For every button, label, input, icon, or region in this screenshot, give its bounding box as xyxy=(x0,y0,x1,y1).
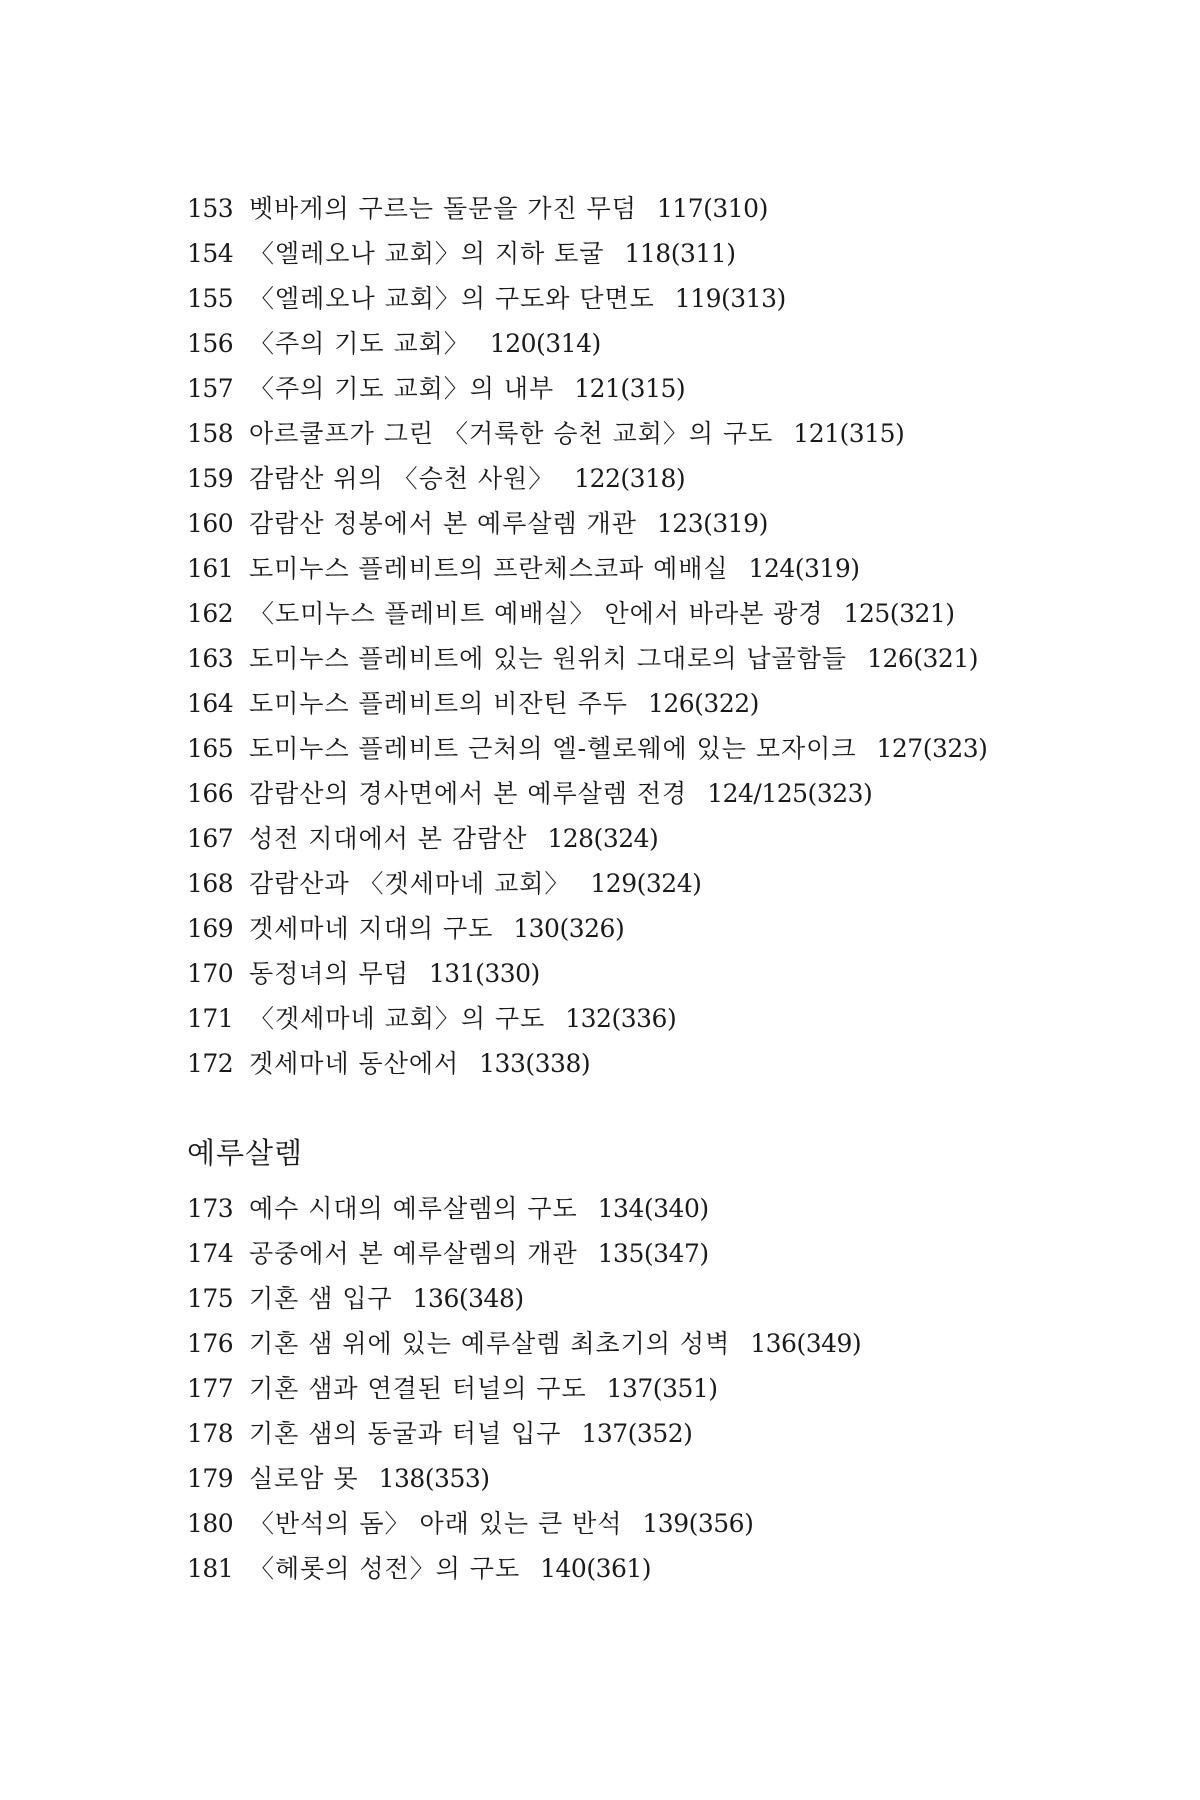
figure-entry xyxy=(187,951,1087,996)
figure-number: 177 xyxy=(187,1374,234,1403)
figure-number: 161 xyxy=(187,554,234,583)
figure-title: 겟세마네 동산에서 xyxy=(249,1049,460,1078)
figure-entry xyxy=(187,231,1087,276)
figure-entry xyxy=(187,771,1087,816)
figure-page-ref: 139(356) xyxy=(642,1509,754,1538)
figure-number: 158 xyxy=(187,419,234,448)
figure-page-ref: 124(319) xyxy=(748,554,860,583)
figure-number: 172 xyxy=(187,1049,234,1078)
figure-title: 기혼 샘 입구 xyxy=(249,1284,393,1313)
figure-entry xyxy=(187,411,1087,456)
figure-title: 벳바게의 구르는 돌문을 가진 무덤 xyxy=(249,194,637,223)
figure-entry xyxy=(187,1276,1087,1321)
figure-entry xyxy=(187,816,1087,861)
figure-title: 〈겟세마네 교회〉의 구도 xyxy=(249,1004,546,1033)
figure-entry xyxy=(187,861,1087,906)
figure-page-ref: 128(324) xyxy=(547,824,659,853)
figure-title: 공중에서 본 예루살렘의 개관 xyxy=(249,1239,578,1268)
figure-entry xyxy=(187,726,1087,771)
figure-page-ref: 125(321) xyxy=(843,599,955,628)
figure-title: 〈엘레오나 교회〉의 지하 토굴 xyxy=(249,239,605,268)
figure-page-ref: 123(319) xyxy=(656,509,768,538)
figure-number: 157 xyxy=(187,374,234,403)
figure-page-ref: 131(330) xyxy=(428,959,540,988)
figure-title: 〈도미누스 플레비트 예배실〉 안에서 바라본 광경 xyxy=(249,599,824,628)
figure-number: 168 xyxy=(187,869,234,898)
figure-number: 165 xyxy=(187,734,234,763)
figure-number: 167 xyxy=(187,824,234,853)
figure-number: 178 xyxy=(187,1419,234,1448)
figure-number: 159 xyxy=(187,464,234,493)
figure-page-ref: 137(351) xyxy=(606,1374,718,1403)
figure-title: 감람산의 경사면에서 본 예루살렘 전경 xyxy=(249,779,688,808)
figure-page-ref: 130(326) xyxy=(513,914,625,943)
figure-entry xyxy=(187,366,1087,411)
figure-title: 동정녀의 무덤 xyxy=(249,959,409,988)
figure-number: 166 xyxy=(187,779,234,808)
figure-entry xyxy=(187,1546,1087,1591)
figure-number: 162 xyxy=(187,599,234,628)
figure-page-ref: 117(310) xyxy=(656,194,768,223)
figure-entry xyxy=(187,591,1087,636)
figure-page-ref: 137(352) xyxy=(581,1419,693,1448)
figure-page-ref: 121(315) xyxy=(793,419,905,448)
figure-title: 도미누스 플레비트의 비잔틴 주두 xyxy=(249,689,628,718)
figure-number: 173 xyxy=(187,1194,234,1223)
figure-number: 154 xyxy=(187,239,234,268)
figure-title: 아르쿨프가 그린 〈거룩한 승천 교회〉의 구도 xyxy=(249,419,774,448)
figure-number: 176 xyxy=(187,1329,234,1358)
figure-entry xyxy=(187,1456,1087,1501)
section-heading-jerusalem: 예루살렘 xyxy=(187,1136,304,1170)
figure-title: 도미누스 플레비트 근처의 엘-헬로웨에 있는 모자이크 xyxy=(249,734,857,763)
figure-entry xyxy=(187,1501,1087,1546)
figure-entry xyxy=(187,546,1087,591)
figure-entry xyxy=(187,1366,1087,1411)
figure-page-ref: 138(353) xyxy=(378,1464,490,1493)
figure-entry xyxy=(187,501,1087,546)
figure-title: 예수 시대의 예루살렘의 구도 xyxy=(249,1194,578,1223)
figure-number: 175 xyxy=(187,1284,234,1313)
figure-entry xyxy=(187,1321,1087,1366)
figure-page-ref: 122(318) xyxy=(574,464,686,493)
figure-entry xyxy=(187,321,1087,366)
figure-number: 153 xyxy=(187,194,234,223)
figure-number: 174 xyxy=(187,1239,234,1268)
figure-page-ref: 120(314) xyxy=(489,329,601,358)
figure-title: 성전 지대에서 본 감람산 xyxy=(249,824,528,853)
figure-title: 도미누스 플레비트의 프란체스코파 예배실 xyxy=(249,554,729,583)
figure-number: 164 xyxy=(187,689,234,718)
figure-entry xyxy=(187,1186,1087,1231)
figure-entry xyxy=(187,906,1087,951)
figure-title: 〈주의 기도 교회〉의 내부 xyxy=(249,374,555,403)
figure-page-ref: 132(336) xyxy=(565,1004,677,1033)
figure-entry xyxy=(187,276,1087,321)
figure-title: 감람산 정봉에서 본 예루살렘 개관 xyxy=(249,509,637,538)
figure-title: 겟세마네 지대의 구도 xyxy=(249,914,494,943)
figure-page-ref: 127(323) xyxy=(876,734,988,763)
figure-title: 감람산 위의 〈승천 사원〉 xyxy=(249,464,555,493)
figure-entry xyxy=(187,1231,1087,1276)
figure-title: 〈헤롯의 성전〉의 구도 xyxy=(249,1554,521,1583)
figure-page-ref: 135(347) xyxy=(597,1239,709,1268)
figure-page-ref: 134(340) xyxy=(597,1194,709,1223)
figure-page-ref: 129(324) xyxy=(590,869,702,898)
figure-page-ref: 126(322) xyxy=(647,689,759,718)
figure-title: 기혼 샘 위에 있는 예루살렘 최초기의 성벽 xyxy=(249,1329,731,1358)
figure-number: 156 xyxy=(187,329,234,358)
figure-entry xyxy=(187,186,1087,231)
figure-number: 180 xyxy=(187,1509,234,1538)
figure-page-ref: 133(338) xyxy=(479,1049,591,1078)
figure-title: 〈반석의 돔〉 아래 있는 큰 반석 xyxy=(249,1509,623,1538)
figure-page-ref: 126(321) xyxy=(867,644,978,673)
figure-number: 155 xyxy=(187,284,234,313)
figure-entry xyxy=(187,1411,1087,1456)
figure-number: 179 xyxy=(187,1464,234,1493)
figure-list-mount-of-olives xyxy=(187,186,1087,1086)
figure-entry xyxy=(187,996,1087,1041)
figure-entry xyxy=(187,456,1087,501)
figure-number: 171 xyxy=(187,1004,234,1033)
figure-number: 160 xyxy=(187,509,234,538)
figure-title: 도미누스 플레비트에 있는 원위치 그대로의 납골함들 xyxy=(249,644,848,673)
figure-title: 〈주의 기도 교회〉 xyxy=(249,329,470,358)
figure-page-ref: 124/125(323) xyxy=(707,779,873,808)
figure-page-ref: 121(315) xyxy=(574,374,686,403)
figure-title: 실로암 못 xyxy=(249,1464,359,1493)
figure-title: 〈엘레오나 교회〉의 구도와 단면도 xyxy=(249,284,655,313)
figure-number: 163 xyxy=(187,644,234,673)
figure-page-ref: 140(361) xyxy=(540,1554,652,1583)
figure-number: 169 xyxy=(187,914,234,943)
figure-page-ref: 136(349) xyxy=(750,1329,862,1358)
figure-number: 170 xyxy=(187,959,234,988)
figure-page-ref: 119(313) xyxy=(674,284,786,313)
figure-title: 감람산과 〈겟세마네 교회〉 xyxy=(249,869,571,898)
figure-number: 181 xyxy=(187,1554,234,1583)
figure-list-jerusalem xyxy=(187,1186,1087,1591)
figure-entry xyxy=(187,1041,1087,1086)
figure-title: 기혼 샘과 연결된 터널의 구도 xyxy=(249,1374,587,1403)
figure-page-ref: 136(348) xyxy=(412,1284,524,1313)
figure-title: 기혼 샘의 동굴과 터널 입구 xyxy=(249,1419,562,1448)
figure-page-ref: 118(311) xyxy=(624,239,736,268)
figure-entry xyxy=(187,681,1087,726)
figure-entry xyxy=(187,636,1087,681)
